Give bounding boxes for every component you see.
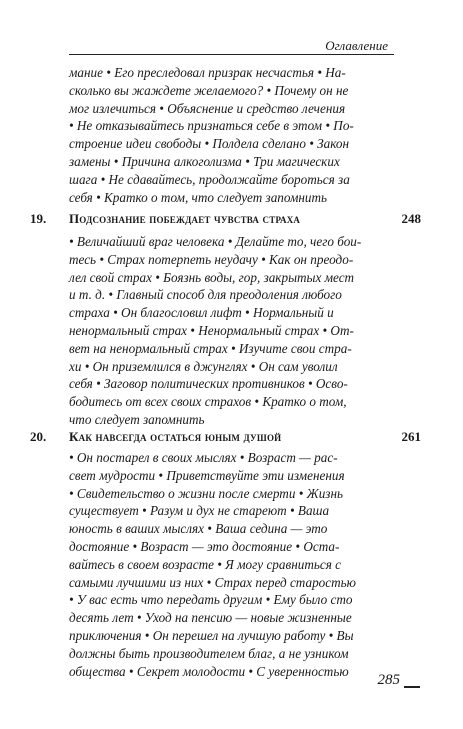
chapter-number: 20. — [30, 429, 47, 444]
chapter-19-topics — [69, 233, 394, 429]
header-title: Оглавление — [325, 38, 388, 53]
toc-line: достояние • Возраст — это достояние • Оста- — [69, 538, 340, 554]
toc-line: мог излечиться • Объяснение и средство лечения — [69, 100, 346, 116]
footer-rule — [404, 686, 420, 688]
chapter-page: 248 — [401, 211, 421, 226]
chapter-20-topics — [69, 449, 394, 680]
toc-line: общества • Секрет молодости • С уверенностью — [69, 663, 349, 679]
toc-line: что следует запомнить — [69, 411, 205, 427]
page-number: 285 — [377, 672, 400, 688]
toc-line: замены • Причина алкоголизма • Три магических — [69, 153, 340, 169]
toc-line: юность в ваших мыслях • Ваша седина — это — [69, 521, 328, 537]
toc-line: приключения • Он перешел на лучшую работу • Вы — [69, 627, 354, 643]
toc-line: страха • Он благословил лифт • Нормальный и — [69, 305, 334, 321]
toc-line: должны быть производителем благ, а не узником — [69, 645, 349, 661]
toc-line: вайтесь в своем возрасте • Я могу сравниться с — [69, 556, 342, 572]
toc-line: • Свидетельство о жизни после смерти • Жизнь — [69, 485, 343, 501]
toc-line: мание • Его преследовал призрак несчастья • На- — [69, 65, 346, 80]
toc-line: себя • Заговор политических противников • Осво- — [69, 376, 348, 392]
toc-line: себя • Кратко о том, что следует запомнить — [69, 189, 328, 205]
chapter-19-heading[interactable] — [30, 210, 421, 228]
chapter-title: Подсознание побеждает чувства страха — [69, 211, 301, 226]
toc-line: лел свой страх • Боязнь воды, гор, закрытых мест — [69, 269, 355, 285]
toc-line: • У вас есть что передать другим • Ему было сто — [69, 592, 353, 608]
chapter-page: 261 — [401, 429, 421, 444]
toc-line: сколько вы жаждете желаемого? • Почему он не — [69, 82, 349, 98]
toc-line: • Величайший враг человека • Делайте то, чего бои- — [69, 234, 362, 249]
running-header — [69, 36, 394, 55]
page-footer — [310, 672, 420, 692]
toc-line: самыми лучшими из них • Страх перед старостью — [69, 574, 356, 590]
chapter-number: 19. — [30, 211, 47, 226]
toc-line: • Он постарел в своих мыслях • Возраст — рас- — [69, 450, 338, 465]
toc-line: тесь • Страх потерпеть неудачу • Как он преодо- — [69, 251, 354, 267]
toc-line: строение идеи свободы • Полдела сделано • Закон — [69, 136, 350, 152]
chapter-title: Как навсегда остаться юным душой — [69, 429, 282, 444]
toc-line: и т. д. • Главный способ для преодоления любого — [69, 287, 342, 303]
toc-entry-continued — [69, 64, 394, 206]
chapter-20-heading[interactable] — [30, 428, 421, 446]
toc-line: вет на ненормальный страх • Изучите свои стра- — [69, 340, 352, 356]
toc-line: свет мудрости • Приветствуйте эти изменения — [69, 467, 345, 483]
toc-line: десять лет • Уход на пенсию — новые жизненные — [69, 610, 352, 626]
toc-line: ненормальный страх • Ненормальный страх • От- — [69, 322, 354, 338]
toc-line: хи • Он приземлился в джунглях • Он сам уволил — [69, 358, 338, 374]
toc-line: бодитесь от всех своих страхов • Кратко о том, — [69, 394, 347, 410]
toc-line: существует • Разум и дух не стареют • Ваша — [69, 503, 330, 519]
toc-line: шага • Не сдавайтесь, продолжайте бороться за — [69, 171, 350, 187]
toc-line: • Не отказывайтесь признаться себе в этом • По- — [69, 118, 354, 134]
